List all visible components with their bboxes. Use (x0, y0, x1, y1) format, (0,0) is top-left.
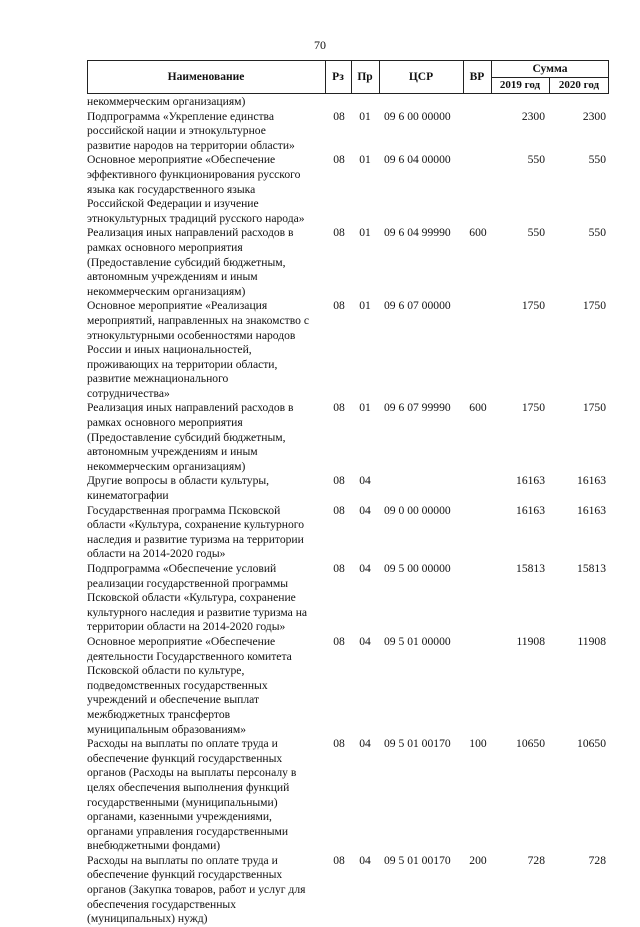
row-2019: 15813 (516, 562, 545, 575)
row-pr: 01 (359, 109, 371, 123)
row-name: Реализация иных направлений расходов в рамках основного мероприятия (Предоставление субсидий бюджетным, автономным учреждениям и иным некоммерческим организациям) (87, 226, 294, 298)
table-row (87, 474, 609, 503)
row-pr: 04 (359, 474, 371, 488)
row-pr: 04 (359, 853, 371, 867)
row-2019: 550 (527, 226, 545, 240)
page-number: 70 (314, 38, 326, 52)
row-pr: 01 (359, 401, 371, 415)
row-csr: 09 6 00 00000 (384, 109, 451, 123)
row-rz: 08 (333, 299, 345, 313)
row-pr: 01 (359, 299, 371, 313)
row-vr: 600 (469, 401, 487, 415)
table-row (87, 854, 609, 927)
row-2019: 16163 (516, 503, 545, 517)
row-rz: 08 (333, 562, 345, 575)
row-2020: 1750 (582, 401, 606, 415)
row-rz: 08 (333, 634, 345, 648)
row-2019: 16163 (516, 474, 545, 488)
table-row (87, 110, 609, 154)
row-2019: 728 (527, 853, 545, 867)
row-2019: 1750 (521, 401, 545, 415)
row-2020: 16163 (577, 503, 606, 517)
header-pr: Пр (357, 71, 373, 83)
row-2020: 728 (588, 853, 606, 867)
table-header (87, 60, 609, 94)
row-2020: 1750 (582, 299, 606, 313)
header-year-2020: 2020 год (558, 79, 600, 91)
table-row (87, 95, 609, 110)
row-2019: 10650 (516, 737, 545, 751)
row-pr: 04 (359, 634, 371, 648)
row-2019: 550 (527, 153, 545, 167)
table-row (87, 504, 609, 562)
row-name: Расходы на выплаты по оплате труда и обеспечение функций государственных органов (Закупка товаров, работ и услуг для обеспечения государственных (муниципальных) нужд) (87, 853, 306, 926)
row-name: Другие вопросы в области культуры, кинематографии (87, 474, 270, 503)
header-sum: Сумма (491, 61, 609, 78)
row-name: Реализация иных направлений расходов в рамках основного мероприятия (Предоставление субсидий бюджетным, автономным учреждениям и иным некоммерческим организациям) (87, 401, 294, 473)
row-rz: 08 (333, 401, 345, 415)
header-vr: ВР (469, 71, 485, 83)
row-csr: 09 6 04 00000 (384, 153, 451, 167)
row-2020: 15813 (577, 562, 606, 575)
table-row (87, 737, 609, 854)
table-row (87, 635, 609, 737)
row-csr: 09 6 04 99990 (384, 226, 451, 240)
row-2020: 550 (588, 153, 606, 167)
row-rz: 08 (333, 153, 345, 167)
row-rz: 08 (333, 503, 345, 517)
row-csr: 09 0 00 00000 (384, 503, 451, 517)
row-2020: 2300 (582, 109, 606, 123)
row-csr: 09 6 07 00000 (384, 299, 451, 313)
header-name: Наименование (167, 71, 245, 83)
row-csr: 09 5 00 00000 (384, 562, 451, 575)
row-name: Подпрограмма «Обеспечение условий реализации государственной программы Псковской области «Культура, сохранение культурного наследия и развитие туризма на территории области на 2014-2020 годы» (87, 562, 308, 634)
table-body (87, 95, 609, 927)
table-row (87, 299, 609, 401)
row-vr: 600 (469, 226, 487, 240)
row-name: некоммерческим организациям) (87, 95, 246, 108)
row-2019: 11908 (516, 634, 545, 648)
row-csr: 09 5 01 00170 (384, 737, 451, 751)
row-csr: 09 5 01 00170 (384, 853, 451, 867)
row-2020: 10650 (577, 737, 606, 751)
row-name: Основное мероприятие «Реализация мероприятий, направленных на знакомство с этнокультурными особенностями народов России и иных национальностей, проживающих на территории области, развитие межнационального сотрудничества» (87, 299, 309, 400)
table-row (87, 153, 609, 226)
row-2020: 550 (588, 226, 606, 240)
row-rz: 08 (333, 737, 345, 751)
row-name: Расходы на выплаты по оплате труда и обеспечение функций государственных органов (Расходы на выплаты персоналу в целях обеспечения выполнения функций государственными (муниципальными) органами, казенными учреждениями, органами управления государственными внебюджетными фондами) (87, 737, 297, 853)
row-rz: 08 (333, 226, 345, 240)
row-2019: 1750 (521, 299, 545, 313)
table-row (87, 562, 609, 635)
row-rz: 08 (333, 474, 345, 488)
row-pr: 01 (359, 153, 371, 167)
row-pr: 04 (359, 503, 371, 517)
row-vr: 200 (469, 853, 487, 867)
row-csr: 09 6 07 99990 (384, 401, 451, 415)
table-row (87, 401, 609, 474)
row-name: Основное мероприятие «Обеспечение деятельности Государственного комитета Псковской области по культуре, подведомственных государственных учреждений и обеспечение выплат межбюджетных трансфертов муниципальным образованиям» (87, 634, 292, 736)
header-border-left (87, 61, 88, 93)
row-2020: 11908 (577, 634, 606, 648)
table-row (87, 226, 609, 299)
row-2019: 2300 (521, 109, 545, 123)
header-border-right (608, 61, 609, 93)
header-rz: Рз (332, 71, 344, 83)
row-pr: 01 (359, 226, 371, 240)
row-rz: 08 (333, 853, 345, 867)
header-year-2019: 2019 год (499, 79, 541, 91)
row-pr: 04 (359, 737, 371, 751)
row-name: Подпрограмма «Укрепление единства российской нации и этнокультурное развитие народов на территории области» (87, 109, 295, 152)
header-csr: ЦСР (408, 71, 434, 83)
row-name: Государственная программа Псковской области «Культура, сохранение культурного наследия и развитие туризма на территории области на 2014-2020 годы» (87, 503, 305, 561)
row-name: Основное мероприятие «Обеспечение эффективного функционирования русского языка как государственного языка Российской Федерации и изучение этнокультурных традиций русского народа» (87, 153, 305, 225)
row-pr: 04 (359, 562, 371, 575)
row-2020: 16163 (577, 474, 606, 488)
row-vr: 100 (469, 737, 487, 751)
row-rz: 08 (333, 109, 345, 123)
row-csr: 09 5 01 00000 (384, 634, 451, 648)
